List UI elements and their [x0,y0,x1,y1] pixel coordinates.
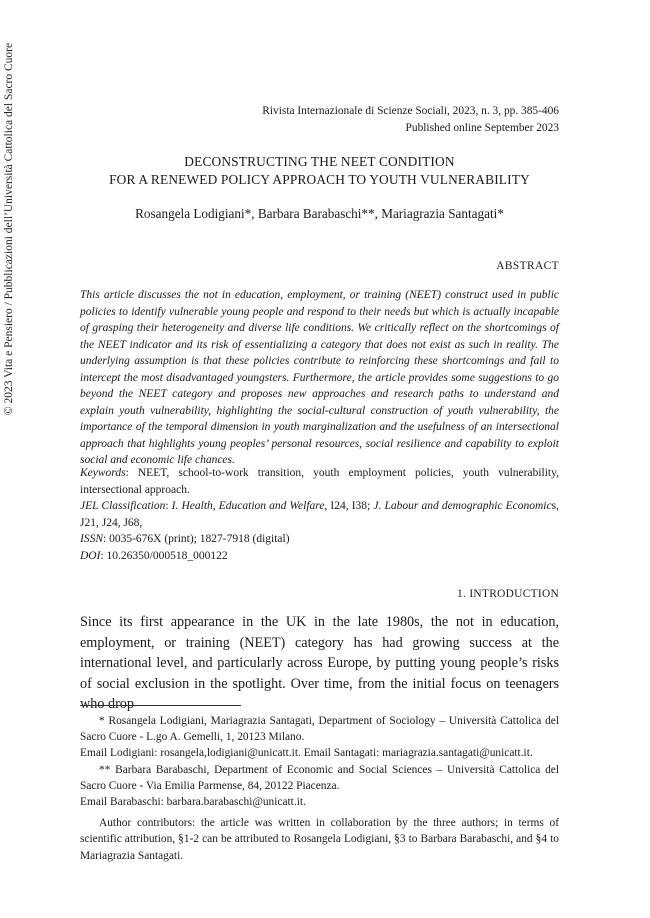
footnotes [80,713,559,864]
footnote-2: ** Barbara Barabaschi, Department of Economic and Social Sciences – Università Cattolica del Sacro Cuore - Via Emilia Parmense, 84, 20122 Piacenza. [80,763,559,792]
doi-label: DOI [80,549,101,562]
article-title [80,153,559,189]
doi-value: : 10.26350/000518_000122 [100,549,228,562]
jel-sep: : [165,500,172,512]
copyright-side-note: © 2023 Vita e Pensiero / Pubblicazioni dell’Università Cattolica del Sacro Cuore [3,42,15,416]
jel-codes-1: , I24, I38; [324,500,374,512]
title-line-1: DECONSTRUCTING THE NEET CONDITION [184,154,455,169]
journal-header [80,103,559,137]
issn-value: : 0035-676X (print); 1827-7918 (digital) [103,533,290,545]
author-contributions: Author contributors: the article was written in collaboration by the three authors; in terms of scientific attribution, §1-2 can be attributed to Rosangela Lodigiani, §3 to Barbara Barabaschi, and §4 to Mariagrazia Santagati. [80,817,559,862]
footnote-2-email: Email Barabaschi: barbara.barabaschi@unicatt.it. [80,796,306,809]
abstract-text: This article discusses the not in education, employment, or training (NEET) construct used in public policies to identify vulnerable young people and respond to their needs but which is actually incapable of grasping their heterogeneity and diverse life conditions. We critically reflect on the shortcomings of the NEET indicator and its risk of essentializing a category that does not exist as such in reality. The underlying assumption is that these policies contribute to reinforcing these shortcomings and fail to intercept the most disadvantaged youngsters. Furthermore, the article provides some suggestions to go beyond the NEET category and proposes new approaches and research paths to understand and explain youth vulnerability, highlighting the social-cultural construction of youth vulnerability, the importance of the temporal dimension in youth marginalization and the usefulness of an intersectional approach that highlights young peoples’ personal resources, social resilience and capability to exploit social and economic life chances. [80,289,559,466]
publication-date: Published online September 2023 [405,122,559,134]
article-metadata [80,465,559,564]
abstract-heading: ABSTRACT [496,260,559,272]
footnote-1-email: Email Lodigiani: rosangela,lodigiani@unicatt.it. Email Santagati: mariagrazia.santagati@unicatt.it. [80,747,533,760]
jel-category-1: I. Health, Education and Welfare [171,500,325,512]
jel-line [80,498,559,531]
jel-codes-2: s, J21, J24, J68, [80,500,559,529]
footnote-1: * Rosangela Lodigiani, Mariagrazia Santagati, Department of Sociology – Università Cattolica del Sacro Cuore - L.go A. Gemelli, 1, 20123 Milano. [80,715,559,744]
keywords-line [80,465,559,498]
jel-label: JEL Classification [80,500,166,512]
section-heading: 1. INTRODUCTION [457,588,559,600]
keywords-label: Keywords [80,467,126,479]
introduction-paragraph: Since its first appearance in the UK in the late 1980s, the not in education, employment, or training (NEET) category has had growing success at the international level, and particularly across Europe, by putting young people’s risks of social exclusion in the spotlight. Over time, from the initial focus on teenagers who drop [80,614,559,712]
issn-label: ISSN [80,533,103,545]
title-line-2: FOR A RENEWED POLICY APPROACH TO YOUTH VULNERABILITY [109,172,530,187]
issn-line [80,531,559,548]
jel-category-2: J. Labour and demographic Economic [373,500,552,512]
author-list: Rosangela Lodigiani*, Barbara Barabaschi**, Mariagrazia Santagati* [135,206,504,221]
doi-line [80,548,559,565]
keywords-value: : NEET, school-to-work transition, youth employment policies, youth vulnerability, intersectional approach. [80,467,559,496]
journal-citation: Rivista Internazionale di Scienze Sociali, 2023, n. 3, pp. 385-406 [262,105,559,117]
footnote-divider [80,705,241,706]
